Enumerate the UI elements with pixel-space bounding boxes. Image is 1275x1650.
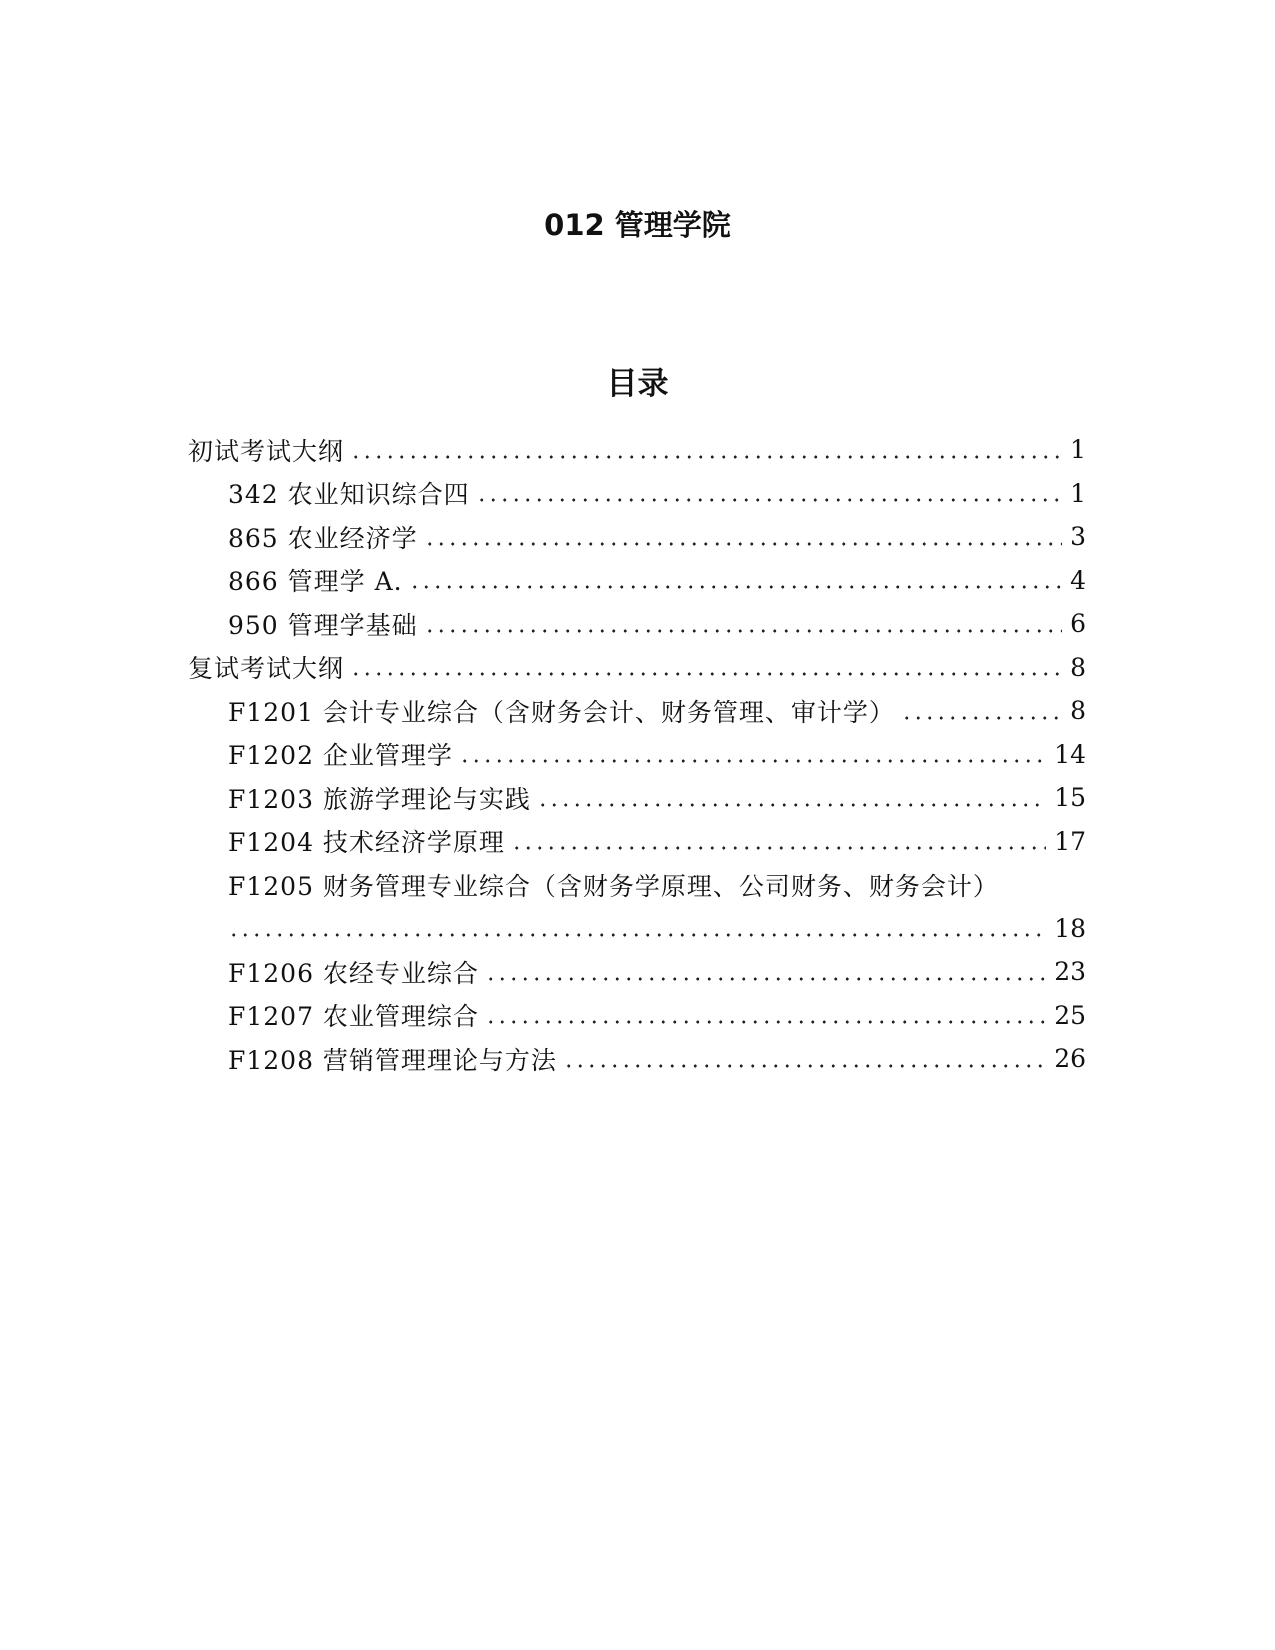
toc-entry-continuation[interactable] xyxy=(188,907,1086,951)
dot-leader xyxy=(424,614,1062,634)
table-of-contents xyxy=(188,428,1086,1081)
dot-leader xyxy=(228,918,1046,938)
toc-entry-page: 18 xyxy=(1054,913,1086,943)
toc-entry[interactable] xyxy=(188,428,1086,472)
toc-entry-label: F1208 营销管理理论与方法 xyxy=(228,1045,557,1075)
toc-entry-label: F1205 财务管理专业综合（含财务学原理、公司财务、财务会计） xyxy=(228,871,999,901)
dot-leader xyxy=(485,1005,1046,1025)
toc-entry[interactable] xyxy=(188,602,1086,646)
toc-entry[interactable] xyxy=(188,1037,1086,1081)
toc-entry-page: 17 xyxy=(1054,826,1086,856)
toc-entry-label: F1202 企业管理学 xyxy=(228,741,453,771)
toc-entry[interactable] xyxy=(188,689,1086,733)
dot-leader xyxy=(476,483,1062,503)
toc-entry-label: 866 管理学 A. xyxy=(228,567,403,597)
toc-entry-label: 初试考试大纲 xyxy=(188,436,345,466)
toc-entry[interactable] xyxy=(188,515,1086,559)
toc-entry-page: 23 xyxy=(1054,957,1086,987)
toc-entry-page: 4 xyxy=(1070,565,1086,595)
toc-entry-page: 3 xyxy=(1070,522,1086,552)
dot-leader xyxy=(511,831,1046,851)
toc-entry[interactable] xyxy=(188,472,1086,516)
toc-entry-label: 950 管理学基础 xyxy=(228,610,418,640)
dot-leader xyxy=(901,701,1062,721)
toc-entry-label: F1206 农经专业综合 xyxy=(228,958,479,988)
toc-entry[interactable] xyxy=(188,820,1086,864)
toc-entry-page: 6 xyxy=(1070,609,1086,639)
toc-entry-label: F1204 技术经济学原理 xyxy=(228,828,505,858)
toc-entry[interactable] xyxy=(188,776,1086,820)
dot-leader xyxy=(537,788,1046,808)
toc-entry-page: 14 xyxy=(1054,739,1086,769)
toc-entry-page: 8 xyxy=(1070,696,1086,726)
toc-entry-page: 26 xyxy=(1054,1044,1086,1074)
toc-entry[interactable] xyxy=(188,950,1086,994)
toc-entry-page: 8 xyxy=(1070,652,1086,682)
toc-entry-page: 25 xyxy=(1054,1000,1086,1030)
toc-heading: 目录 xyxy=(606,366,669,402)
dot-leader xyxy=(459,744,1046,764)
dot-leader xyxy=(563,1049,1046,1069)
dot-leader xyxy=(485,962,1046,982)
toc-entry-page: 1 xyxy=(1070,478,1086,508)
dot-leader xyxy=(350,440,1062,460)
toc-entry-label: F1201 会计专业综合（含财务会计、财务管理、审计学） xyxy=(228,697,895,727)
toc-entry-page: 15 xyxy=(1054,783,1086,813)
toc-entry-label: 342 农业知识综合四 xyxy=(228,480,470,510)
toc-entry-page: 1 xyxy=(1070,435,1086,465)
toc-entry[interactable] xyxy=(188,863,1086,907)
toc-entry[interactable] xyxy=(188,559,1086,603)
toc-entry-label: F1207 农业管理综合 xyxy=(228,1002,479,1032)
toc-entry-label: F1203 旅游学理论与实践 xyxy=(228,784,531,814)
toc-entry-label: 865 农业经济学 xyxy=(228,523,418,553)
toc-entry[interactable] xyxy=(188,733,1086,777)
toc-entry-label: 复试考试大纲 xyxy=(188,654,345,684)
dot-leader xyxy=(409,570,1062,590)
dot-leader xyxy=(350,657,1062,677)
college-title: 012 管理学院 xyxy=(544,208,731,242)
toc-entry[interactable] xyxy=(188,646,1086,690)
dot-leader xyxy=(424,527,1062,547)
toc-entry[interactable] xyxy=(188,994,1086,1038)
